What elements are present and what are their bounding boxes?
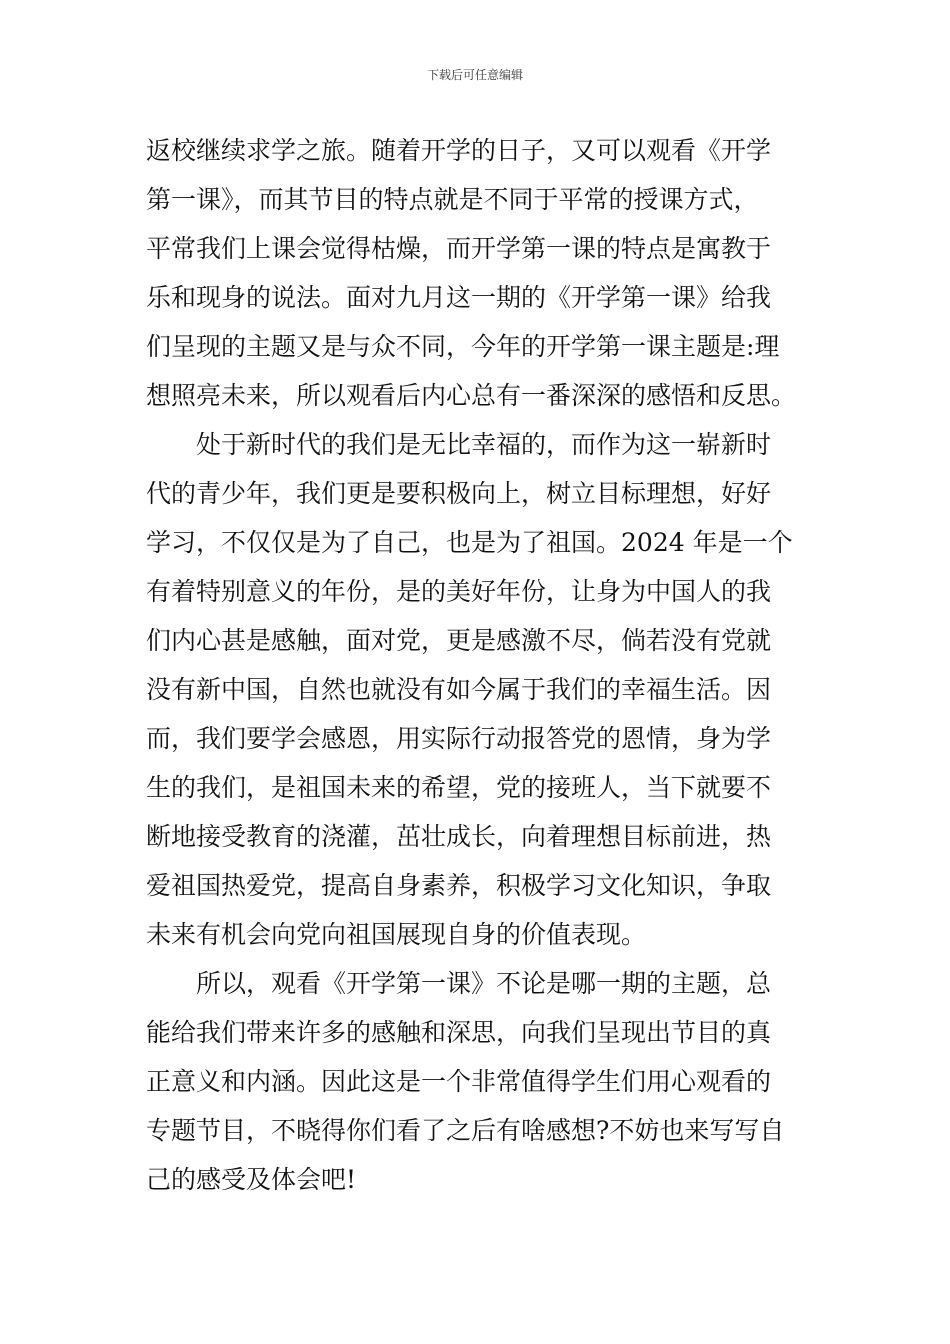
text-line: 有着特别意义的年份，是的美好年份，让身为中国人的我	[146, 577, 772, 606]
text-line: 返校继续求学之旅。随着开学的日子，又可以观看《开学	[146, 136, 772, 165]
text-line: 生的我们，是祖国未来的希望，党的接班人，当下就要不	[146, 773, 772, 802]
text-line: 们内心甚是感触，面对党，更是感激不尽，倘若没有党就	[146, 626, 772, 655]
text-line: 们呈现的主题又是与众不同，今年的开学第一课主题是:理	[146, 332, 780, 361]
paragraph-1	[146, 126, 806, 420]
document-body	[146, 126, 806, 1204]
text-line: 能给我们带来许多的感触和深思，向我们呈现出节目的真	[146, 1018, 772, 1047]
paragraph-2	[146, 420, 806, 959]
text-line: 专题节目，不晓得你们看了之后有啥感想?不妨也来写写自	[146, 1116, 785, 1145]
text-line: 想照亮未来，所以观看后内心总有一番深深的感悟和反思。	[146, 381, 797, 410]
text-line: 处于新时代的我们是无比幸福的，而作为这一崭新时	[146, 430, 772, 459]
text-line: 爱祖国热爱党，提高自身素养，积极学习文化知识，争取	[146, 871, 772, 900]
text-line: 断地接受教育的浇灌，茁壮成长，向着理想目标前进，热	[146, 822, 772, 851]
text-line: 学习，不仅仅是为了自己，也是为了祖国。2024 年是一个	[146, 528, 793, 557]
text-line: 所以，观看《开学第一课》不论是哪一期的主题，总	[146, 969, 772, 998]
text-line: 正意义和内涵。因此这是一个非常值得学生们用心观看的	[146, 1067, 772, 1096]
text-line: 代的青少年，我们更是要积极向上，树立目标理想，好好	[146, 479, 772, 508]
text-line: 平常我们上课会觉得枯燥，而开学第一课的特点是寓教于	[146, 234, 772, 263]
text-line: 己的感受及体会吧!	[146, 1165, 357, 1194]
page-header: 下载后可任意编辑	[426, 68, 523, 82]
text-line: 第一课》，而其节目的特点就是不同于平常的授课方式，	[146, 185, 759, 214]
text-line: 没有新中国，自然也就没有如今属于我们的幸福生活。因	[146, 675, 772, 704]
text-line: 乐和现身的说法。面对九月这一期的《开学第一课》给我	[146, 283, 772, 312]
text-line: 未来有机会向党向祖国展现自身的价值表现。	[146, 920, 647, 949]
text-line: 而，我们要学会感恩，用实际行动报答党的恩情，身为学	[146, 724, 772, 753]
paragraph-3	[146, 959, 806, 1204]
